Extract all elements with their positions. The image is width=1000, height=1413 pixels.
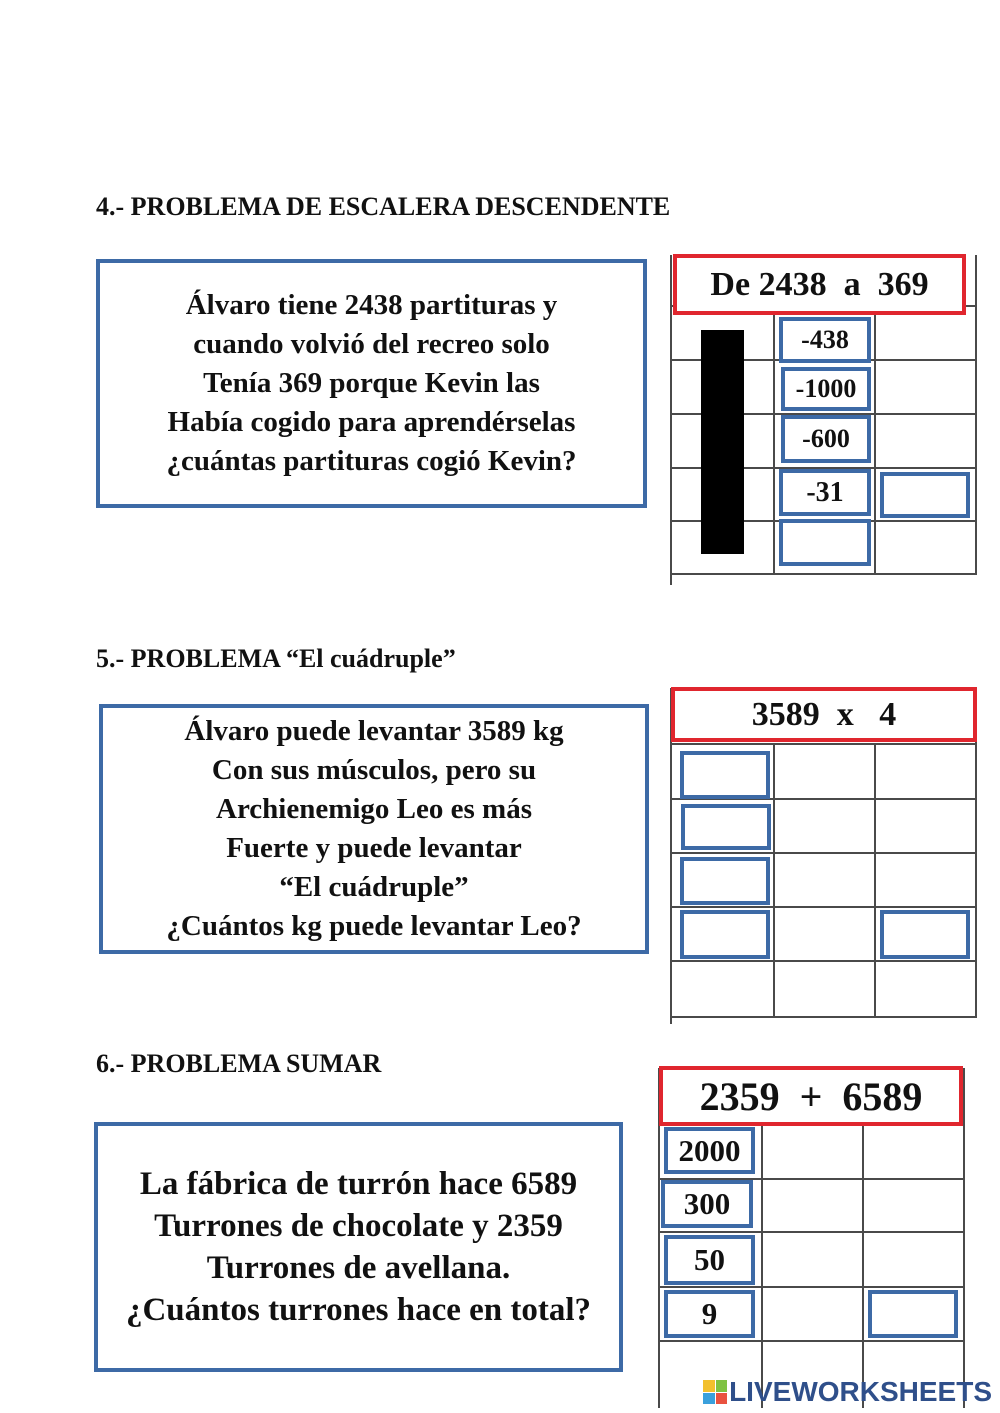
problem5-line-3: Archienemigo Leo es más — [216, 793, 532, 825]
problem4-step-1: -438 — [779, 317, 871, 363]
problem4-step-4: -31 — [779, 469, 871, 516]
grid-line — [963, 1068, 965, 1408]
problem6-part-2: 300 — [661, 1180, 753, 1228]
problem5-title: 3589 x 4 — [671, 687, 977, 742]
problem5-answer-input[interactable] — [880, 910, 970, 959]
grid-line — [773, 743, 775, 1018]
liveworksheets-logo-text: LIVEWORKSHEETS — [729, 1376, 992, 1407]
problem4-answer-input[interactable] — [880, 472, 970, 518]
problem4-line-4: Había cogido para aprendérselas — [167, 406, 576, 438]
grid-line — [773, 305, 775, 575]
problem5-partial-input-2[interactable] — [681, 804, 771, 850]
problem6-title: 2359 + 6589 — [659, 1066, 963, 1126]
problem6-heading: 6.- PROBLEMA SUMAR — [96, 1049, 382, 1078]
grid-line — [658, 1340, 965, 1342]
problem6-line-2: Turrones de chocolate y 2359 — [154, 1208, 563, 1244]
problem4-title: De 2438 a 369 — [673, 254, 966, 315]
grid-line — [862, 1123, 864, 1408]
grid-line — [658, 1231, 965, 1233]
problem4-step-input[interactable] — [779, 519, 871, 566]
problem6-part-4: 9 — [664, 1290, 755, 1338]
grid-line — [658, 1286, 965, 1288]
liveworksheets-logo — [703, 1376, 992, 1408]
problem4-step-2: -1000 — [781, 367, 871, 411]
problem4-black-bar — [701, 330, 744, 554]
grid-line — [670, 906, 977, 908]
problem5-statement — [99, 704, 649, 954]
liveworksheets-logo-icon — [703, 1380, 727, 1404]
grid-line — [670, 852, 977, 854]
problem4-line-3: Tenía 369 porque Kevin las — [203, 367, 540, 399]
problem5-partial-input-4[interactable] — [680, 910, 770, 959]
problem5-line-4: Fuerte y puede levantar — [226, 832, 522, 864]
problem6-line-1: La fábrica de turrón hace 6589 — [139, 1166, 578, 1202]
problem5-line-5: “El cuádruple” — [279, 871, 469, 903]
problem5-partial-input-1[interactable] — [680, 751, 770, 799]
grid-line — [670, 573, 977, 575]
problem4-step-3: -600 — [781, 415, 871, 463]
problem5-partial-input-3[interactable] — [680, 857, 770, 905]
problem5-line-6: ¿Cuántos kg puede levantar Leo? — [166, 910, 582, 942]
problem4-line-5: ¿cuántas partituras cogió Kevin? — [166, 445, 577, 477]
problem4-line-2: cuando volvió del recreo solo — [193, 328, 550, 360]
grid-line — [670, 743, 977, 745]
grid-line — [874, 305, 876, 575]
grid-line — [761, 1123, 763, 1408]
problem5-heading: 5.- PROBLEMA “El cuádruple” — [96, 644, 456, 673]
problem5-line-2: Con sus músculos, pero su — [211, 754, 537, 786]
problem4-heading: 4.- PROBLEMA DE ESCALERA DESCENDENTE — [96, 192, 671, 221]
problem6-line-3: Turrones de avellana. — [206, 1250, 511, 1286]
problem6-answer-input[interactable] — [868, 1290, 958, 1338]
problem6-part-1: 2000 — [664, 1127, 755, 1174]
grid-line — [670, 1016, 977, 1018]
problem4-statement — [96, 259, 647, 508]
problem4-line-1: Álvaro tiene 2438 partituras y — [185, 289, 558, 321]
problem6-part-3: 50 — [664, 1235, 755, 1285]
grid-line — [975, 255, 977, 575]
grid-line — [874, 743, 876, 1018]
problem6-statement — [94, 1122, 623, 1372]
problem5-line-1: Álvaro puede levantar 3589 kg — [184, 715, 564, 747]
grid-line — [670, 960, 977, 962]
problem6-line-4: ¿Cuántos turrones hace en total? — [125, 1292, 592, 1328]
